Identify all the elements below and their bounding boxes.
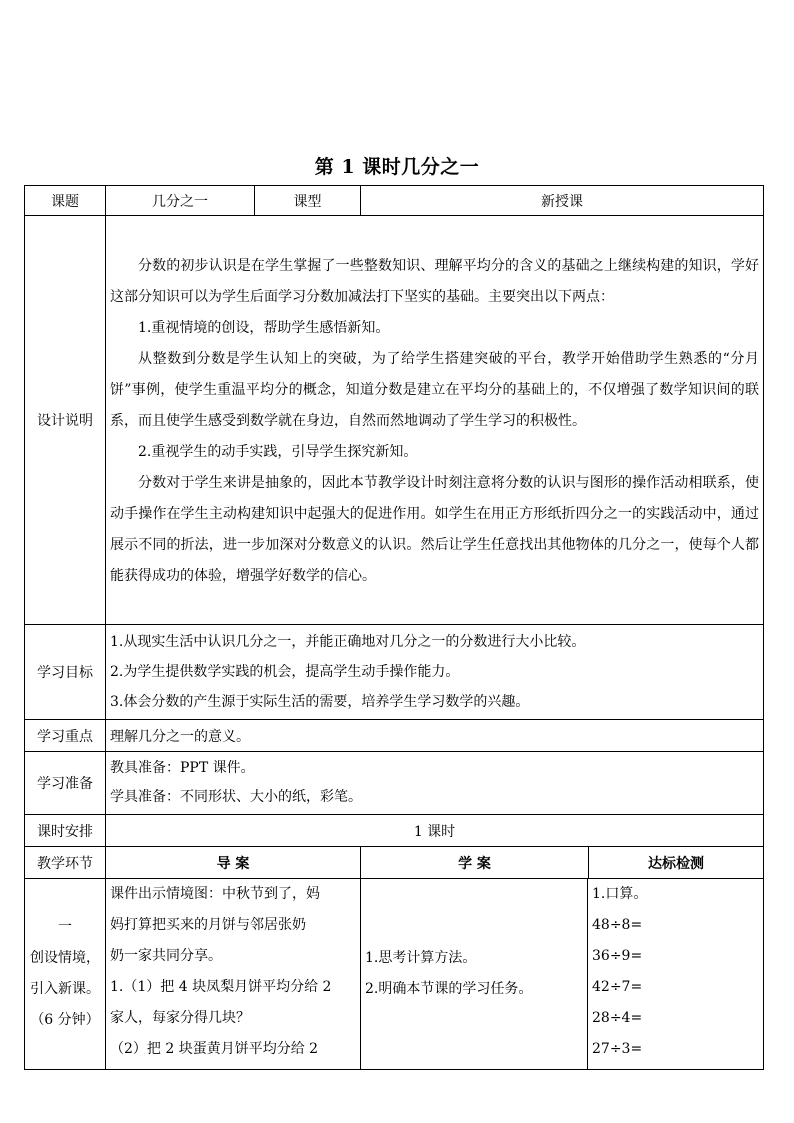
learn-check-header bbox=[361, 847, 764, 879]
check-line: 48÷8= bbox=[592, 917, 643, 933]
check-line: 36÷9= bbox=[592, 948, 643, 964]
check-line: 28÷4= bbox=[592, 1010, 643, 1026]
guide-line: 家人，每家分得几块？ bbox=[110, 1010, 250, 1026]
stage-header: 教学环节 bbox=[25, 847, 106, 879]
guide-header: 导 案 bbox=[106, 847, 361, 879]
focus-label: 学习重点 bbox=[25, 720, 106, 752]
objective-item: 2.为学生提供数学实践的机会，提高学生动手操作能力。 bbox=[110, 664, 460, 680]
stage-1-check bbox=[588, 879, 763, 1069]
guide-line: 妈打算把买来的月饼与邻居张奶 bbox=[110, 917, 306, 933]
check-line: 42÷7= bbox=[592, 979, 643, 995]
check-header: 达标检测 bbox=[648, 855, 704, 872]
learn-line: 1.思考计算方法。 bbox=[365, 950, 477, 966]
prep-content bbox=[106, 752, 764, 815]
page-title: 第 1 课时几分之一 bbox=[314, 156, 480, 178]
section-header-row bbox=[25, 847, 764, 879]
guide-line: 1.（1）把 4 块凤梨月饼平均分给 2 bbox=[110, 979, 332, 995]
topic-row bbox=[25, 186, 764, 216]
stage-title-line: 创设情境， bbox=[30, 950, 100, 966]
design-content bbox=[106, 216, 764, 625]
stage-1-learn bbox=[361, 879, 588, 1069]
focus-row bbox=[25, 720, 764, 752]
lesson-type-value: 新授课 bbox=[361, 186, 764, 216]
check-line: 27÷3= bbox=[592, 1041, 643, 1057]
guide-line: 课件出示情境图：中秋节到了，妈 bbox=[110, 886, 320, 902]
prep-row bbox=[25, 752, 764, 815]
student-prep: 学具准备：不同形状、大小的纸，彩笔。 bbox=[110, 789, 362, 805]
objectives-row bbox=[25, 625, 764, 720]
design-label: 设计说明 bbox=[25, 216, 106, 625]
stage-1-row bbox=[25, 879, 764, 1070]
stage-1-label bbox=[25, 879, 106, 1070]
guide-line: 奶一家共同分享。 bbox=[110, 948, 222, 964]
design-paragraph-3: 从整数到分数是学生认知上的突破，为了给学生搭建突破的平台，教学开始借助学生熟悉的“分月饼”事例，使学生重温平均分的概念，知道分数是建立在平均分的基础上的，不仅增强了数学知识间的联系，而且使学生感受到数学就在身边，自然而然地调动了学生学习的积极性。 bbox=[110, 350, 759, 429]
topic-label: 课题 bbox=[25, 186, 106, 216]
stage-number: 一 bbox=[58, 919, 72, 935]
design-row bbox=[25, 216, 764, 625]
stage-1-learn-check bbox=[361, 879, 764, 1070]
schedule-label: 课时安排 bbox=[25, 815, 106, 847]
objective-item: 1.从现实生活中认识几分之一，并能正确地对几分之一的分数进行大小比较。 bbox=[110, 634, 586, 650]
schedule-row bbox=[25, 815, 764, 847]
objectives-label: 学习目标 bbox=[25, 625, 106, 720]
design-paragraph-1: 分数的初步认识是在学生掌握了一些整数知识、理解平均分的含义的基础之上继续构建的知识，学好这部分知识可以为学生后面学习分数加减法打下坚实的基础。主要突出以下两点： bbox=[110, 257, 759, 305]
topic-value: 几分之一 bbox=[106, 186, 255, 216]
prep-label: 学习准备 bbox=[25, 752, 106, 815]
lesson-type-label: 课型 bbox=[255, 186, 361, 216]
objective-item: 3.体会分数的产生源于实际生活的需要，培养学生学习数学的兴趣。 bbox=[110, 694, 530, 710]
check-line: 1.口算。 bbox=[592, 886, 648, 902]
learn-line: 2.明确本节课的学习任务。 bbox=[365, 981, 533, 997]
stage-1-guide bbox=[106, 879, 361, 1070]
stage-duration: （6 分钟） bbox=[30, 1012, 100, 1028]
lesson-plan-table bbox=[24, 185, 764, 1070]
guide-line: （2）把 2 块蛋黄月饼平均分给 2 bbox=[110, 1041, 319, 1057]
objectives-content bbox=[106, 625, 764, 720]
design-paragraph-5: 分数对于学生来讲是抽象的，因此本节教学设计时刻注意将分数的认识与图形的操作活动相联系，使动手操作在学生主动构建知识中起强大的促进作用。如学生在用正方形纸折四分之一的实践活动中，通过展示不同的折法，进一步加深对分数意义的认识。然后让学生任意找出其他物体的几分之一，使每个人都能获得成功的体验，增强学好数学的信心。 bbox=[110, 474, 759, 584]
learn-header: 学 案 bbox=[361, 847, 589, 878]
teacher-prep: 教具准备：PPT 课件。 bbox=[110, 760, 255, 776]
stage-title-line: 引入新课。 bbox=[30, 981, 100, 997]
design-paragraph-2: 1.重视情境的创设，帮助学生感悟新知。 bbox=[138, 319, 390, 336]
focus-value: 理解几分之一的意义。 bbox=[106, 720, 764, 752]
design-paragraph-4: 2.重视学生的动手实践，引导学生探究新知。 bbox=[138, 443, 418, 460]
schedule-value: 1 课时 bbox=[106, 815, 764, 847]
